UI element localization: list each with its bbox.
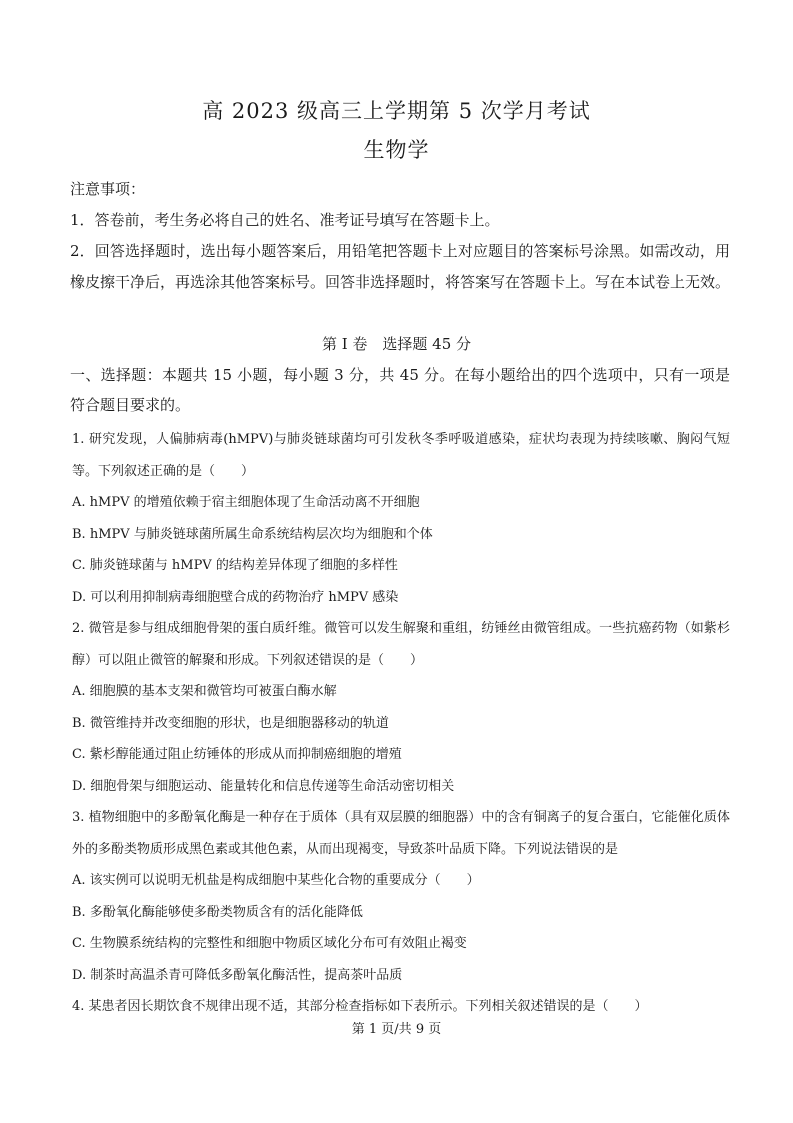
notes-heading: 注意事项： xyxy=(70,180,146,198)
question-option: A. 该实例可以说明无机盐是构成细胞中某些化合物的重要成分（ ） xyxy=(72,873,480,888)
question-option: B. hMPV 与肺炎链球菌所属生命系统结构层次均为细胞和个体 xyxy=(72,526,433,542)
question-option: D. 细胞骨架与细胞运动、能量转化和信息传递等生命活动密切相关 xyxy=(72,778,455,794)
question-3 xyxy=(72,802,730,991)
question-option: A. 细胞膜的基本支架和微管均可被蛋白酶水解 xyxy=(72,684,337,699)
question-list xyxy=(72,424,730,1023)
question-option: B. 微管维持并改变细胞的形状，也是细胞器移动的轨道 xyxy=(72,715,389,731)
question-4 xyxy=(72,991,730,1023)
notes-item: 1．答卷前，考生务必将自己的姓名、准考证号填写在答题卡上。 xyxy=(70,211,500,229)
question-option: C. 肺炎链球菌与 hMPV 的结构差异体现了细胞的多样性 xyxy=(72,558,398,573)
section-instruction: 一、选择题：本题共 15 小题，每小题 3 分，共 45 分。在每小题给出的四个选项中，只有一项是符合题目要求的。 xyxy=(70,366,730,414)
page-footer: 第 1 页/共 9 页 xyxy=(351,1022,442,1037)
question-stem: 4. 某患者因长期饮食不规律出现不适，其部分检查指标如下表所示。下列相关叙述错误的是（ ） xyxy=(72,999,648,1014)
notes-item: 2．回答选择题时，选出每小题答案后，用铅笔把答题卡上对应题目的答案标号涂黑。如需改动，用橡皮擦干净后，再选涂其他答案标号。回答非选择题时，将答案写在答题卡上。写在本试卷上无效。 xyxy=(70,242,731,291)
question-option: C. 紫杉醇能通过阻止纺锤体的形成从而抑制癌细胞的增殖 xyxy=(72,747,402,762)
notes-block xyxy=(70,174,730,298)
question-option: D. 制茶时高温杀青可降低多酚氧化酶活性，提高茶叶品质 xyxy=(72,967,403,983)
question-stem: 2. 微管是参与组成细胞骨架的蛋白质纤维。微管可以发生解聚和重组，纺锤丝由微管组成。一些抗癌药物（如紫杉醇）可以阻止微管的解聚和形成。下列叙述错误的是（ ） xyxy=(72,621,730,668)
question-option: A. hMPV 的增殖依赖于宿主细胞体现了生命活动离不开细胞 xyxy=(72,495,420,510)
section-title: 第 I 卷 选择题 45 分 xyxy=(321,335,472,353)
question-stem: 3. 植物细胞中的多酚氧化酶是一种存在于质体（具有双层膜的细胞器）中的含有铜离子的复合蛋白，它能催化质体外的多酚类物质形成黑色素或其他色素，从而出现褐变，导致茶叶品质下降。下列说法错误的是 xyxy=(72,810,730,857)
question-option: B. 多酚氧化酶能够使多酚类物质含有的活化能降低 xyxy=(72,904,363,920)
exam-title: 高 2023 级高三上学期第 5 次学月考试 xyxy=(202,99,591,123)
question-1 xyxy=(72,424,730,613)
question-option: C. 生物膜系统结构的完整性和细胞中物质区域化分布可有效阻止褐变 xyxy=(72,936,467,951)
question-2 xyxy=(72,613,730,802)
question-stem: 1. 研究发现，人偏肺病毒(hMPV)与肺炎链球菌均可引发秋冬季呼吸道感染，症状均表现为持续咳嗽、胸闷气短等。下列叙述正确的是（ ） xyxy=(72,432,730,479)
question-option: D. 可以利用抑制病毒细胞壁合成的药物治疗 hMPV 感染 xyxy=(72,589,399,605)
exam-subject: 生物学 xyxy=(363,138,430,162)
